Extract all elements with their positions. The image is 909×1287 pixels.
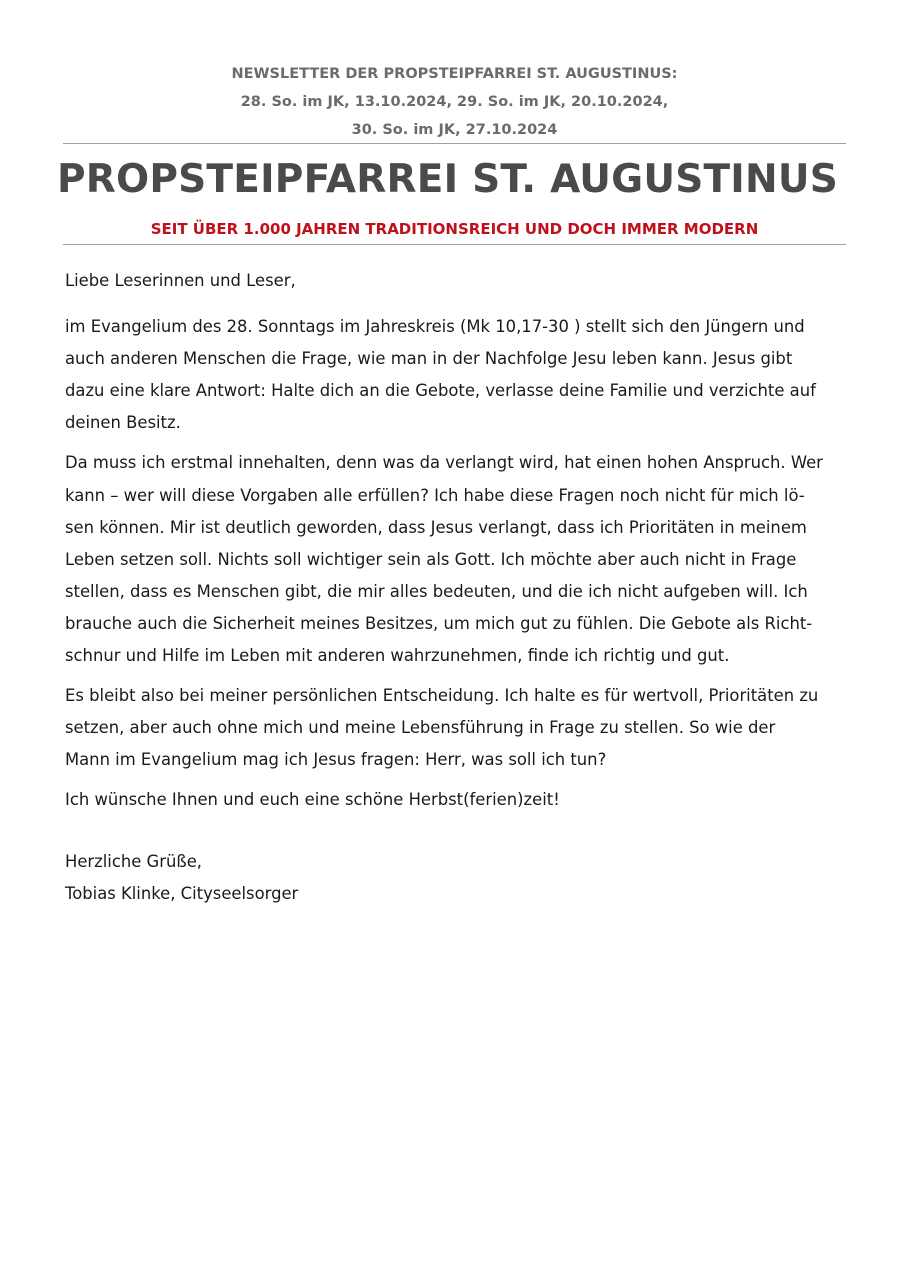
header-divider-bottom — [63, 244, 846, 245]
paragraph-2 — [65, 447, 845, 672]
paragraph-line: Da muss ich erstmal innehalten, denn was da verlangt wird, hat einen hohen Anspruch. Wer — [65, 453, 823, 473]
paragraph-line: deinen Besitz. — [65, 413, 181, 433]
salutation-text: Liebe Leserinnen und Leser, — [65, 271, 296, 290]
paragraph-3 — [65, 680, 845, 776]
paragraph-line: kann – wer will diese Vorgaben alle erfüllen? Ich habe diese Fragen noch nicht für mich lö- — [65, 485, 805, 505]
signature: Tobias Klinke, Cityseelsorger — [65, 884, 299, 903]
paragraph-line: stellen, dass es Menschen gibt, die mir alles bedeuten, und die ich nicht aufgeben will. Ich — [65, 581, 808, 601]
page-title: PROPSTEIPFARREI ST. AUGUSTINUS — [56, 157, 838, 202]
letter-closing — [65, 846, 298, 910]
paragraph-1 — [65, 311, 845, 439]
paragraph-line: dazu eine klare Antwort: Halte dich an die Gebote, verlasse deine Familie und verzichte auf — [65, 381, 816, 401]
paragraph-line: im Evangelium des 28. Sonntags im Jahreskreis (Mk 10,17-30 ) stellt sich den Jüngern und — [65, 317, 805, 337]
closing-greeting: Herzliche Grüße, — [65, 852, 202, 871]
paragraph-line: Mann im Evangelium mag ich Jesus fragen: Herr, was soll ich tun? — [65, 750, 607, 770]
paragraph-line: brauche auch die Sicherheit meines Besitzes, um mich gut zu fühlen. Die Gebote als Richt- — [65, 613, 813, 633]
paragraph-line: Ich wünsche Ihnen und euch eine schöne Herbst(ferien)zeit! — [65, 790, 560, 810]
salutation — [65, 265, 845, 297]
paragraph-line: schnur und Hilfe im Leben mit anderen wahrzunehmen, finde ich richtig und gut. — [65, 646, 730, 666]
paragraph-line: setzen, aber auch ohne mich und meine Lebensführung in Frage zu stellen. So wie der — [65, 718, 776, 738]
letter-body — [65, 265, 845, 825]
newsletter-header — [63, 60, 846, 144]
newsletter-dates-line-1: 28. So. im JK, 13.10.2024, 29. So. im JK, 20.10.2024, — [240, 94, 669, 110]
newsletter-dates-line-2: 30. So. im JK, 27.10.2024 — [351, 122, 558, 138]
newsletter-heading: NEWSLETTER DER PROPSTEIPFARREI ST. AUGUSTINUS: — [231, 66, 678, 82]
header-divider-top — [63, 143, 846, 144]
paragraph-line: Es bleibt also bei meiner persönlichen Entscheidung. Ich halte es für wertvoll, Prioritäten zu — [65, 686, 819, 706]
paragraph-line: sen können. Mir ist deutlich geworden, dass Jesus verlangt, dass ich Prioritäten in meinem — [65, 517, 807, 537]
paragraph-4 — [65, 784, 845, 816]
paragraph-line: auch anderen Menschen die Frage, wie man in der Nachfolge Jesu leben kann. Jesus gibt — [65, 349, 793, 369]
paragraph-line: Leben setzen soll. Nichts soll wichtiger sein als Gott. Ich möchte aber auch nicht in Frage — [65, 549, 797, 569]
tagline: SEIT ÜBER 1.000 JAHREN TRADITIONSREICH UND DOCH IMMER MODERN — [150, 220, 759, 238]
